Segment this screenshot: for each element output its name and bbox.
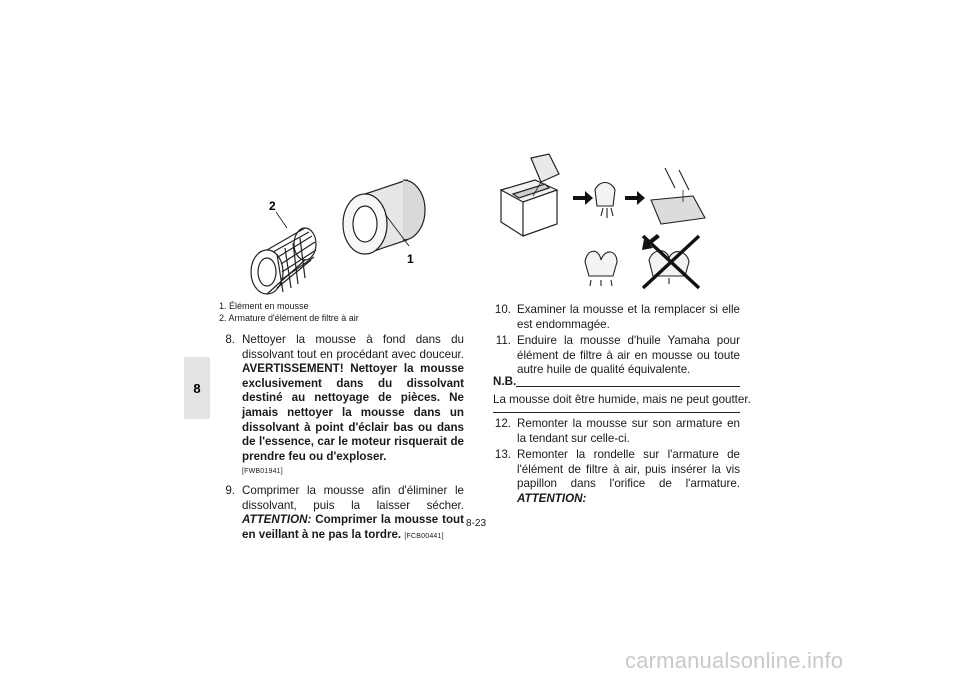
page-number: 8-23 (466, 518, 487, 529)
attention-label: ATTENTION: (517, 491, 587, 505)
step-text: Remonter la rondelle sur l'armature de l'élément de filtre à air, puis insérer la vis papillon dans l'orifice de l'armature. (517, 448, 740, 491)
step-text: Comprimer la mousse afin d'éliminer le dissolvant, puis la laisser sécher. (242, 483, 464, 512)
air-filter-figure (237, 160, 487, 300)
reference-code: [FWB01941] (242, 468, 283, 476)
step-number: 10. (494, 303, 511, 316)
callout-1: 1 (407, 252, 414, 266)
reference-code: [FCB00441] (404, 532, 444, 540)
squeezing-hands-illustration (595, 183, 615, 219)
attention-label: ATTENTION: (242, 513, 312, 527)
left-column (219, 333, 464, 544)
step-text: Nettoyer la mousse à fond dans du dissolvant tout en procédant avec douceur. (242, 333, 464, 361)
step-text: Enduire la mousse d'huile Yamaha pour élément de filtre à air en mousse ou toute autre huile de qualité équivalente. (517, 334, 740, 377)
foam-oiling-procedure-figure (493, 150, 741, 290)
note-title-rule (516, 386, 740, 387)
right-column-top (493, 303, 740, 378)
chapter-tab: 8 (184, 357, 210, 419)
caution-text: Comprimer la mousse tout en veillant à ne pas la tordre. (242, 513, 464, 541)
arrow-right-icon (573, 191, 593, 205)
squeeze-correct-illustration (585, 251, 617, 286)
step-number: 11. (495, 334, 511, 348)
step-10 (493, 303, 740, 332)
step-11 (493, 334, 740, 378)
step-number: 8. (225, 333, 235, 346)
step-12 (493, 417, 740, 446)
right-column-bottom (493, 417, 740, 507)
note-text: La mousse doit être humide, mais ne peut goutter. (493, 393, 751, 406)
step-8 (219, 333, 464, 482)
note-bottom-rule (493, 412, 740, 413)
note-title: N.B. (493, 375, 517, 388)
step-text: Examiner la mousse et la remplacer si elle est endommagée. (517, 303, 740, 331)
step-9 (219, 484, 464, 544)
step-number: 12. (494, 417, 511, 430)
step-number: 9. (225, 483, 235, 497)
oiling-foam-illustration (651, 168, 705, 224)
step-number: 13. (494, 448, 511, 462)
watermark: carmanualsonline.info (625, 648, 844, 673)
figure-caption-2: 2. Armature d'élément de filtre à air (219, 313, 359, 323)
arrow-right-icon (625, 191, 645, 205)
callout-2: 2 (269, 199, 276, 213)
step-text: Remonter la mousse sur son armature en la tendant sur celle-ci. (517, 417, 740, 445)
step-13 (493, 448, 740, 506)
foam-element-illustration (276, 180, 425, 254)
figure-caption-1: 1. Élément en mousse (219, 301, 309, 311)
warning-text: AVERTISSEMENT! Nettoyer la mousse exclusivement dans du dissolvant destiné au nettoyage de pièces. Ne jamais nettoyer la mousse dans un dissolvant à point d'éclair bas ou dans de l'essence, car le moteur risquerait de prendre feu ou d'exploser. (242, 362, 464, 463)
filter-frame-illustration (251, 228, 316, 294)
solvent-container-illustration (501, 154, 559, 236)
